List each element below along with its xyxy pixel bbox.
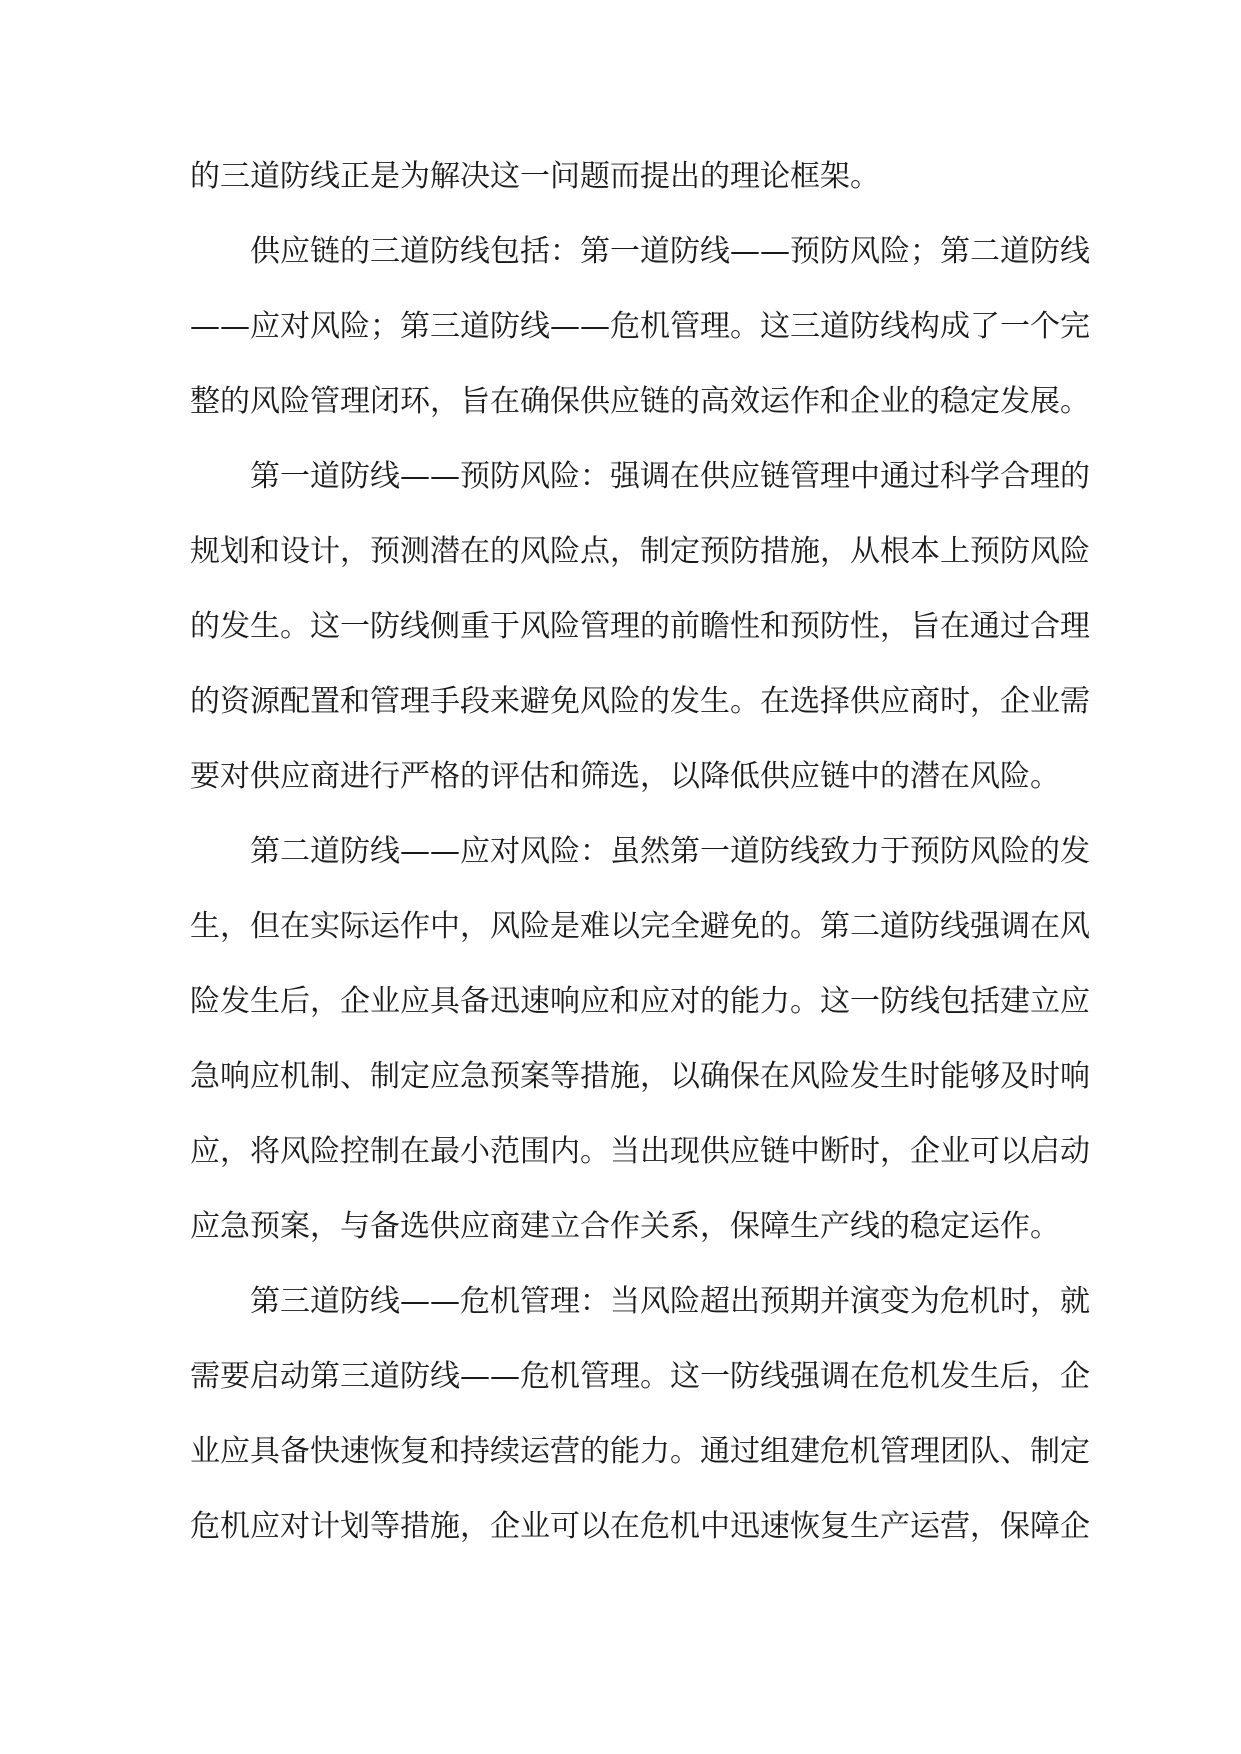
text-line: 业应具备快速恢复和持续运营的能力。通过组建危机管理团队、制定 — [190, 1434, 1090, 1469]
document-body — [190, 139, 1090, 1564]
text-line: 应急预案，与备选供应商建立合作关系，保障生产线的稳定运作。 — [190, 1209, 1060, 1244]
text-line: 急响应机制、制定应急预案等措施，以确保在风险发生时能够及时响 — [190, 1059, 1090, 1094]
text-line: 供应链的三道防线包括：第一道防线——预防风险；第二道防线 — [250, 234, 1090, 269]
text-line: 第三道防线——危机管理：当风险超出预期并演变为危机时，就 — [250, 1284, 1090, 1319]
text-line: 险发生后，企业应具备迅速响应和应对的能力。这一防线包括建立应 — [190, 984, 1090, 1019]
text-line: 生，但在实际运作中，风险是难以完全避免的。第二道防线强调在风 — [190, 909, 1090, 944]
text-line: 的三道防线正是为解决这一问题而提出的理论框架。 — [190, 159, 880, 194]
text-line: 的发生。这一防线侧重于风险管理的前瞻性和预防性，旨在通过合理 — [190, 609, 1090, 644]
text-line: ——应对风险；第三道防线——危机管理。这三道防线构成了一个完 — [190, 309, 1090, 344]
text-line: 规划和设计，预测潜在的风险点，制定预防措施，从根本上预防风险 — [190, 534, 1090, 569]
text-line: 应，将风险控制在最小范围内。当出现供应链中断时，企业可以启动 — [190, 1134, 1090, 1169]
text-line: 要对供应商进行严格的评估和筛选，以降低供应链中的潜在风险。 — [190, 759, 1060, 794]
text-line: 第一道防线——预防风险：强调在供应链管理中通过科学合理的 — [250, 459, 1090, 494]
text-line: 需要启动第三道防线——危机管理。这一防线强调在危机发生后，企 — [190, 1359, 1090, 1394]
text-line: 整的风险管理闭环，旨在确保供应链的高效运作和企业的稳定发展。 — [190, 384, 1090, 419]
text-line: 第二道防线——应对风险：虽然第一道防线致力于预防风险的发 — [250, 834, 1090, 869]
text-line: 的资源配置和管理手段来避免风险的发生。在选择供应商时，企业需 — [190, 684, 1090, 719]
text-line: 危机应对计划等措施，企业可以在危机中迅速恢复生产运营，保障企 — [190, 1509, 1090, 1544]
